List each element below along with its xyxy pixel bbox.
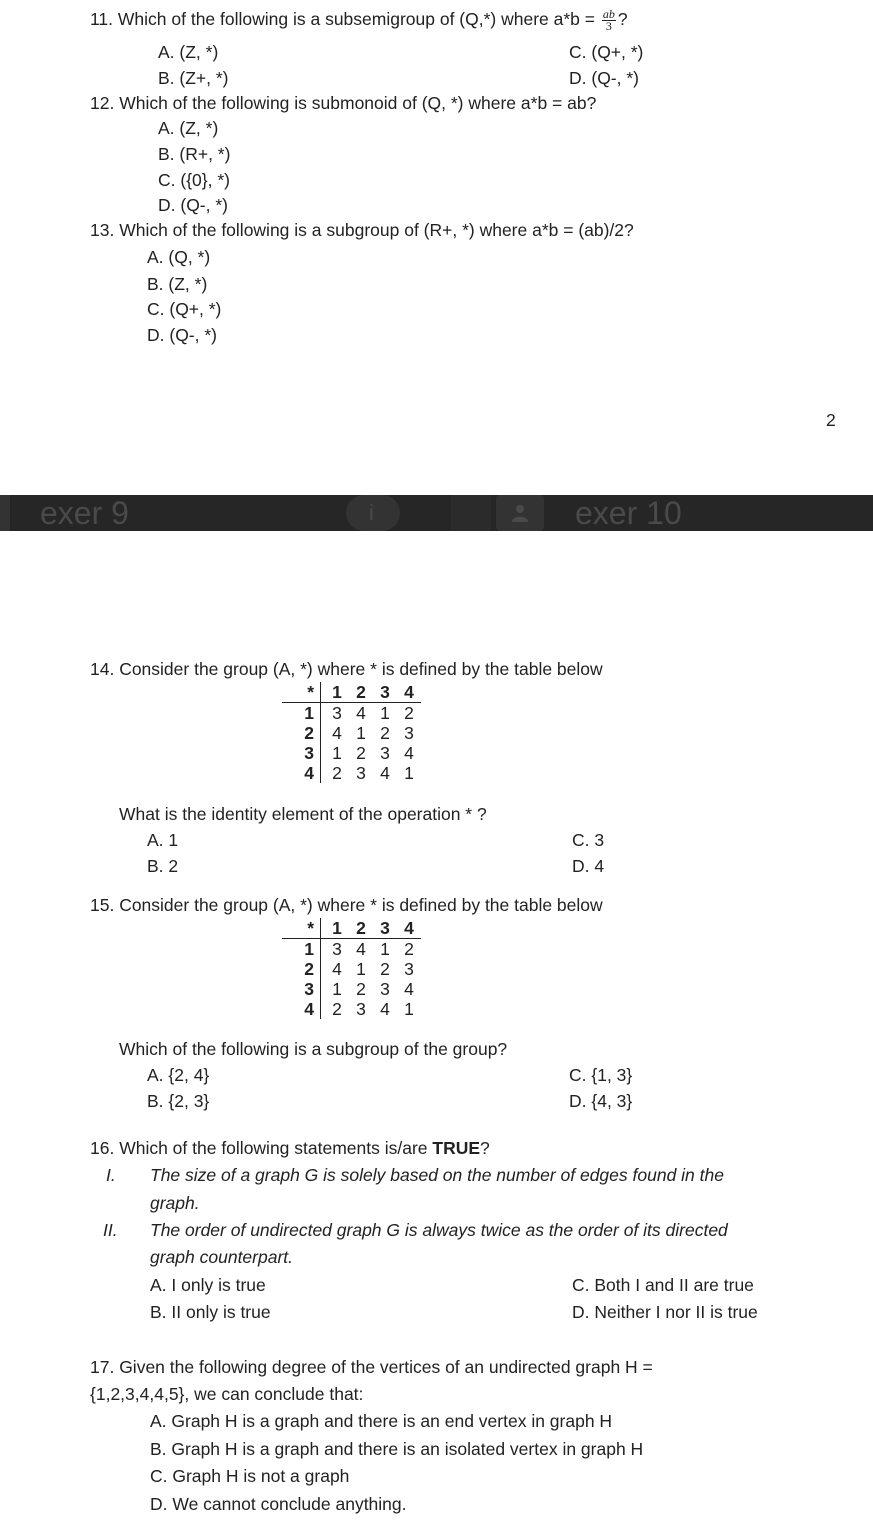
q16-option-c: C. Both I and II are true xyxy=(572,1275,754,1295)
table-row-header: 3 xyxy=(282,979,321,999)
q13-option-d: D. (Q-, *) xyxy=(147,325,217,345)
q11-option-a: A. (Z, *) xyxy=(158,42,219,62)
table-cell: 2 xyxy=(356,743,366,763)
q11-fraction: $\frac{ab}{3}$ xyxy=(602,6,615,33)
table-col-header: 2 xyxy=(349,918,373,939)
q13-option-c: C. (Q+, *) xyxy=(147,299,222,319)
overlay-bar xyxy=(0,495,873,531)
table-cell: 2 xyxy=(332,999,342,1019)
table-row-header: 1 xyxy=(282,939,321,960)
q16-stmt-i-line1: The size of a graph G is solely based on the number of edges found in the xyxy=(150,1165,724,1185)
table-cell: 1 xyxy=(332,743,342,763)
table-cell: 4 xyxy=(332,959,342,979)
table-row-header: 2 xyxy=(282,959,321,979)
divider-block xyxy=(451,495,491,531)
table-col-header: 3 xyxy=(373,682,397,703)
q14-option-b: B. 2 xyxy=(147,856,179,876)
q16-stmt-ii-num: II. xyxy=(103,1220,118,1240)
table-cell: 3 xyxy=(380,743,390,763)
q17-line2: {1,2,3,4,4,5}, we can conclude that: xyxy=(90,1384,364,1404)
table-row-header: 1 xyxy=(282,703,321,724)
table-col-header: 1 xyxy=(321,918,350,939)
table-cell: 4 xyxy=(404,743,414,763)
q17-option-c: C. Graph H is not a graph xyxy=(150,1466,350,1486)
table-cell: 3 xyxy=(356,999,366,1019)
user-button[interactable] xyxy=(496,495,544,531)
exer10-label[interactable]: exer 10 xyxy=(575,495,682,531)
q12-option-a: A. (Z, *) xyxy=(158,118,219,138)
q16-text: 16. Which of the following statements is/are TRUE? xyxy=(90,1138,490,1158)
q12-option-b: B. (R+, *) xyxy=(158,144,231,164)
table-cell: 2 xyxy=(380,723,390,743)
table-cell: 4 xyxy=(356,939,366,959)
q14-cayley-table xyxy=(282,682,421,783)
table-cell: 4 xyxy=(380,763,390,783)
q16-stmt-ii-line2: graph counterpart. xyxy=(150,1247,294,1267)
q17-option-b: B. Graph H is a graph and there is an isolated vertex in graph H xyxy=(150,1439,644,1459)
q12-option-c: C. ({0}, *) xyxy=(158,170,230,190)
table-cell: 2 xyxy=(404,703,414,723)
table-col-header: 1 xyxy=(321,682,350,703)
q14-prompt: What is the identity element of the operation * ? xyxy=(119,804,487,824)
q11-option-c: C. (Q+, *) xyxy=(569,42,644,62)
table-cell: 3 xyxy=(332,939,342,959)
table-cell: 4 xyxy=(356,703,366,723)
left-edge-tab xyxy=(0,495,10,531)
q15-prompt: Which of the following is a subgroup of the group? xyxy=(119,1039,508,1059)
table-cell: 3 xyxy=(356,763,366,783)
table-cell: 1 xyxy=(356,723,366,743)
table-col-header: 2 xyxy=(349,682,373,703)
table-col-header: 4 xyxy=(397,918,421,939)
table-cell: 3 xyxy=(332,703,342,723)
table-cell: 1 xyxy=(380,703,390,723)
table-op: * xyxy=(282,682,321,703)
q16-option-b: B. II only is true xyxy=(150,1302,271,1322)
table-col-header: 4 xyxy=(397,682,421,703)
q17-option-a: A. Graph H is a graph and there is an end vertex in graph H xyxy=(150,1411,613,1431)
q14-text: 14. Consider the group (A, *) where * is defined by the table below xyxy=(90,659,603,679)
table-cell: 4 xyxy=(404,979,414,999)
q13-text: 13. Which of the following is a subgroup of (R+, *) where a*b = (ab)/2? xyxy=(90,220,634,240)
table-cell: 1 xyxy=(332,979,342,999)
table-cell: 4 xyxy=(380,999,390,1019)
table-row-header: 4 xyxy=(282,763,321,783)
table-row-header: 2 xyxy=(282,723,321,743)
page-number: 2 xyxy=(826,410,836,430)
table-cell: 3 xyxy=(404,723,414,743)
exer9-label[interactable]: exer 9 xyxy=(40,495,129,531)
table-cell: 1 xyxy=(404,763,414,783)
q13-option-b: B. (Z, *) xyxy=(147,274,208,294)
q11-option-d: D. (Q-, *) xyxy=(569,68,639,88)
q16-option-d: D. Neither I nor II is true xyxy=(572,1302,758,1322)
q12-option-d: D. (Q-, *) xyxy=(158,195,228,215)
q14-option-a: A. 1 xyxy=(147,830,179,850)
q15-option-d: D. {4, 3} xyxy=(569,1091,633,1111)
info-button[interactable] xyxy=(346,495,400,531)
q16-stmt-i-line2: graph. xyxy=(150,1193,200,1213)
q14-option-c: C. 3 xyxy=(572,830,605,850)
table-cell: 3 xyxy=(404,959,414,979)
q15-text: 15. Consider the group (A, *) where * is defined by the table below xyxy=(90,895,603,915)
table-cell: 1 xyxy=(356,959,366,979)
table-col-header: 3 xyxy=(373,918,397,939)
table-cell: 2 xyxy=(404,939,414,959)
q17-option-d: D. We cannot conclude anything. xyxy=(150,1494,407,1514)
q15-option-b: B. {2, 3} xyxy=(147,1091,210,1111)
table-cell: 4 xyxy=(332,723,342,743)
q15-cayley-table xyxy=(282,918,421,1019)
table-op: * xyxy=(282,918,321,939)
table-cell: 1 xyxy=(404,999,414,1019)
table-cell: 3 xyxy=(380,979,390,999)
q13-option-a: A. (Q, *) xyxy=(147,247,211,267)
q15-option-a: A. {2, 4} xyxy=(147,1065,210,1085)
table-cell: 1 xyxy=(380,939,390,959)
info-icon: i xyxy=(369,500,374,525)
table-row-header: 3 xyxy=(282,743,321,763)
q16-stmt-ii-line1: The order of undirected graph G is always twice as the order of its directed xyxy=(150,1220,728,1240)
q14-option-d: D. 4 xyxy=(572,856,605,876)
q16-option-a: A. I only is true xyxy=(150,1275,266,1295)
table-cell: 2 xyxy=(332,763,342,783)
table-cell: 2 xyxy=(380,959,390,979)
user-icon xyxy=(510,503,530,523)
q11-text: 11. Which of the following is a subsemigroup of (Q,*) where a*b = $\frac{ab}{3}$ ? xyxy=(90,6,628,33)
q12-text: 12. Which of the following is submonoid of (Q, *) where a*b = ab? xyxy=(90,93,597,113)
q11-option-b: B. (Z+, *) xyxy=(158,68,229,88)
table-cell: 2 xyxy=(356,979,366,999)
q17-line1: 17. Given the following degree of the vertices of an undirected graph H = xyxy=(90,1357,653,1377)
q16-stmt-i-num: I. xyxy=(106,1165,116,1185)
table-row-header: 4 xyxy=(282,999,321,1019)
q15-option-c: C. {1, 3} xyxy=(569,1065,633,1085)
